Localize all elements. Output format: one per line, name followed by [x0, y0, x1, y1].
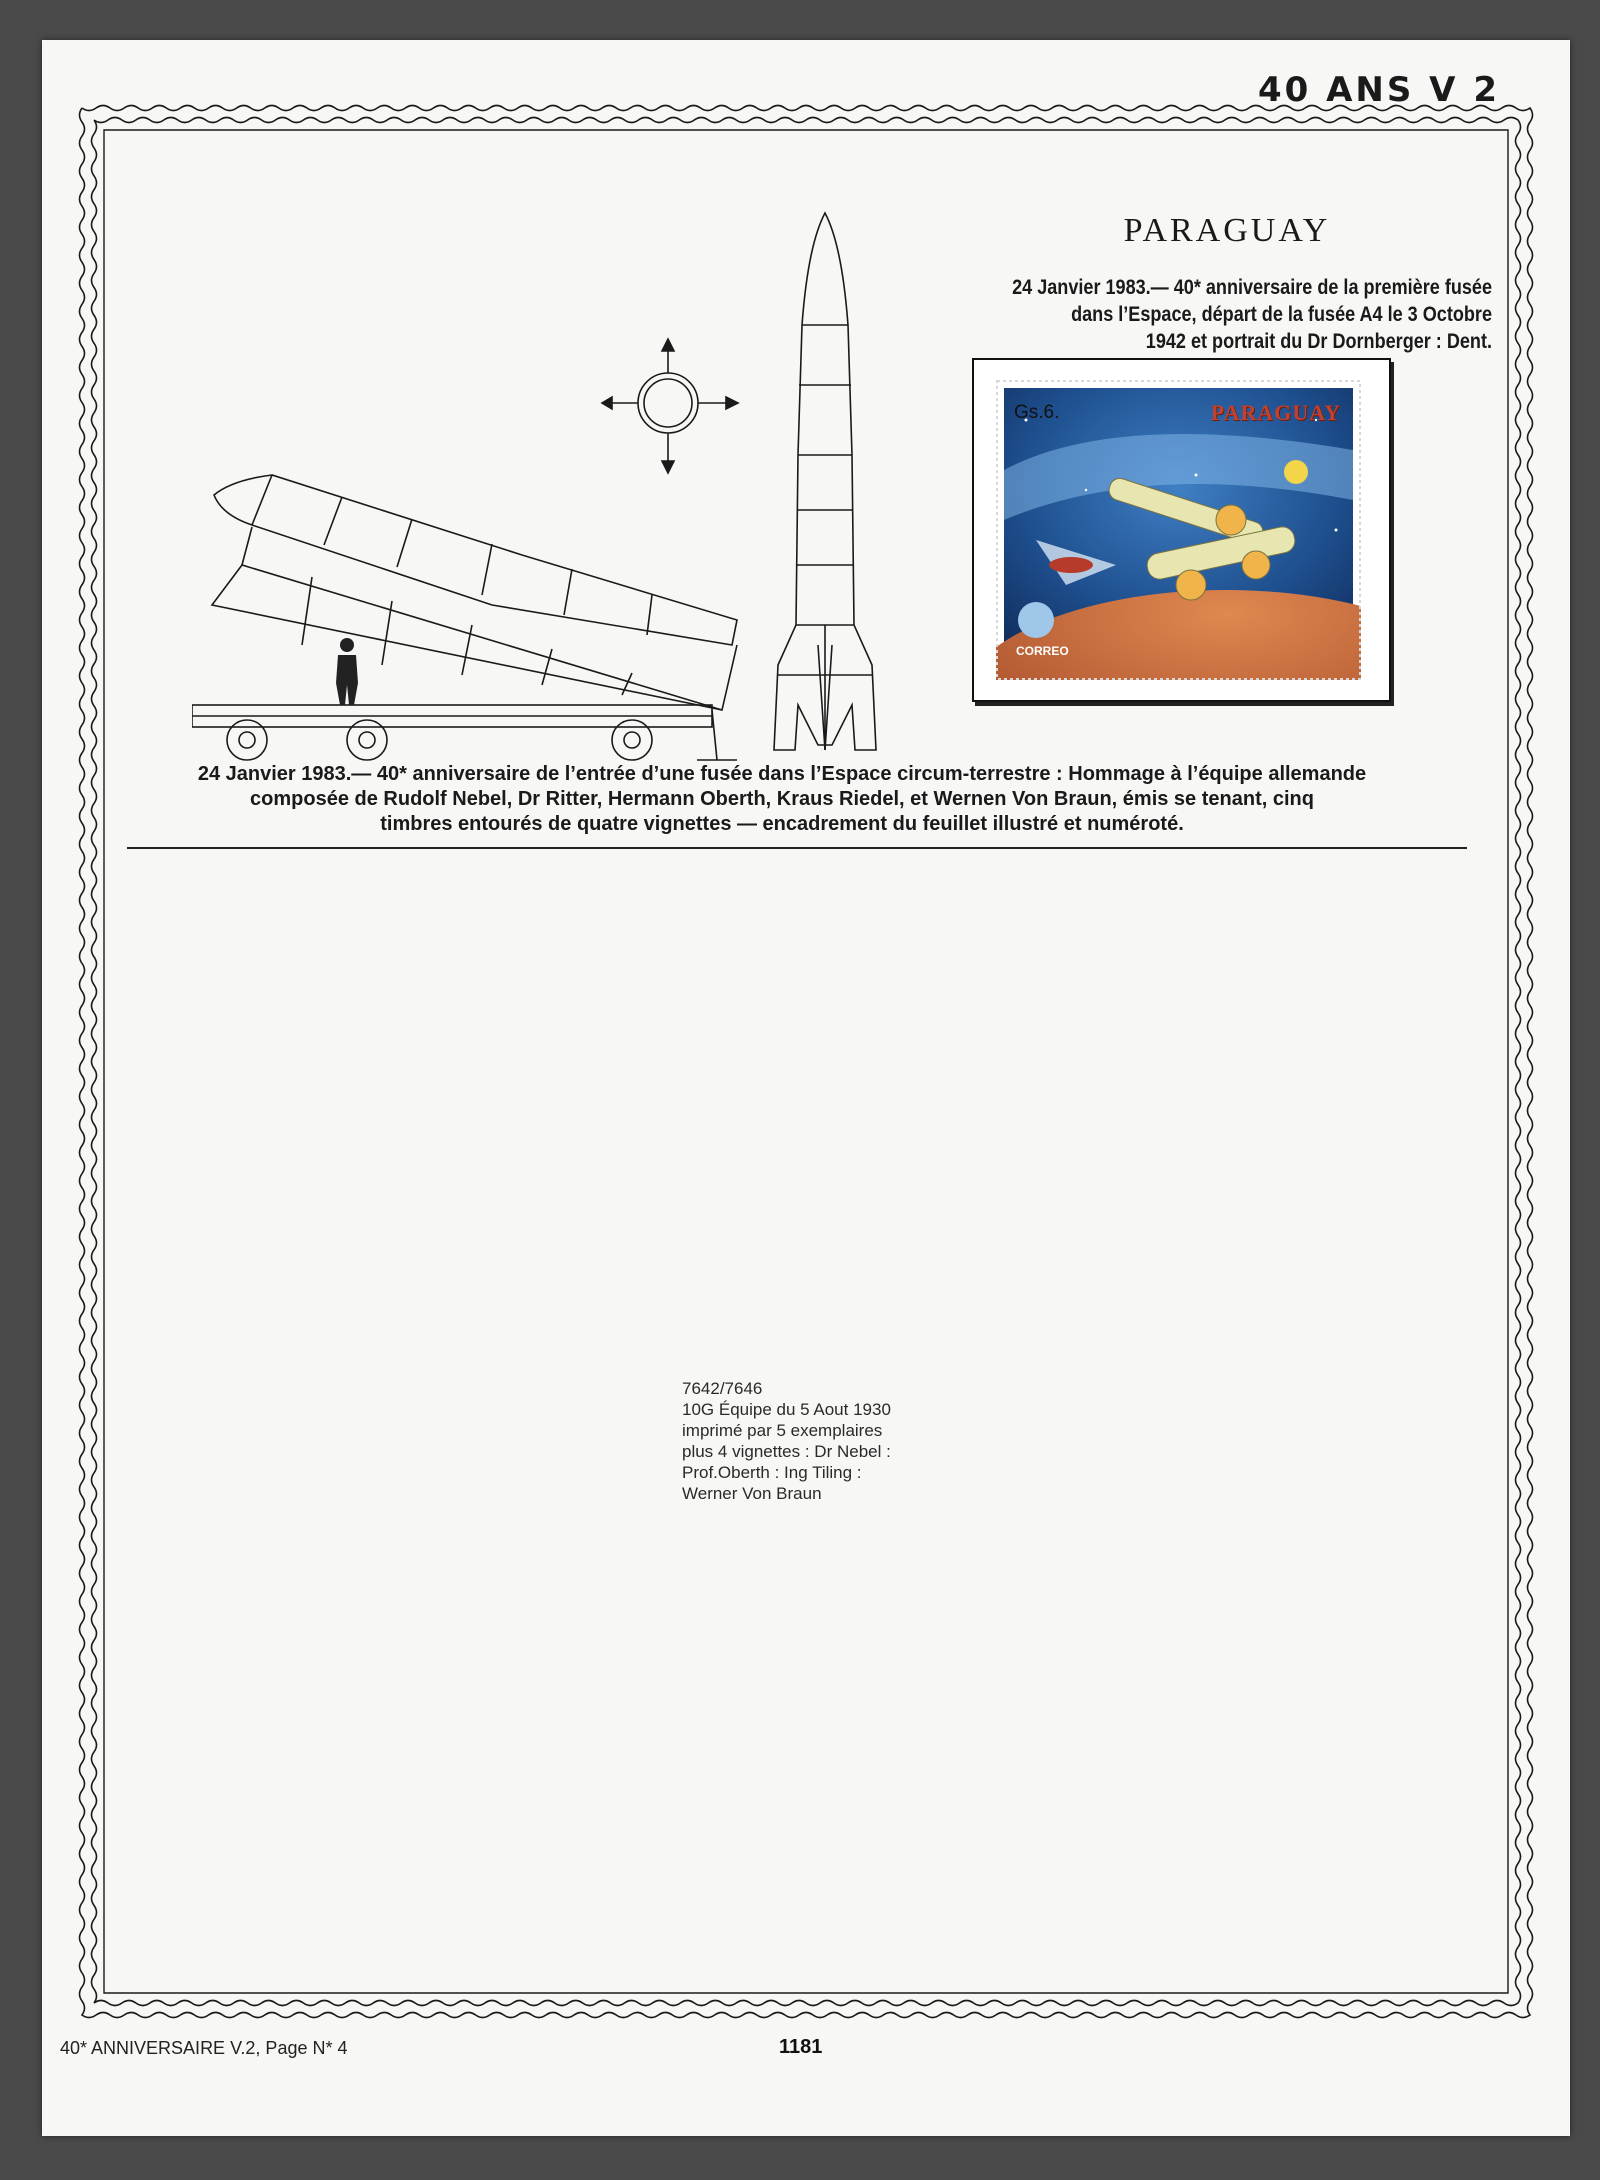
note-line: 7642/7646: [682, 1379, 763, 1398]
stamp-postal-label: CORREO: [1016, 644, 1069, 658]
stamp-mount: [972, 358, 1391, 702]
stamp-caption: [993, 274, 1492, 355]
v2-rocket-drawing: [192, 205, 912, 785]
sheet-caption-line: composée de Rudolf Nebel, Dr Ritter, Hermann Oberth, Kraus Riedel, et Wernen Von Braun, émis se tenant, cinq: [250, 788, 1314, 810]
stamp-country-title: PARAGUAY: [1123, 212, 1331, 249]
album-page: [42, 40, 1570, 2136]
note-line: 10G Équipe du 5 Aout 1930: [682, 1400, 891, 1419]
stamp-country-label: PARAGUAY: [1210, 400, 1341, 425]
sheet-caption-line: timbres entourés de quatre vignettes — encadrement du feuillet illustré et numéroté.: [380, 813, 1184, 835]
v2-rocket-vertical: [774, 213, 876, 750]
rocket-cross-section-drawing: [602, 339, 738, 473]
sheet-caption-line: 24 Janvier 1983.— 40* anniversaire de l’entrée d’une fusée dans l’Espace circum-terrestre : Hommage à l’équipe allemande: [197, 763, 1367, 785]
sheet-caption: [152, 762, 1412, 837]
stamp-caption-line: dans l’Espace, départ de la fusée A4 le 3 Octobre: [1071, 303, 1492, 326]
soldier-figure: [336, 638, 358, 705]
page-number: 1181: [779, 2036, 823, 2058]
stamp: [996, 380, 1361, 680]
v2-rocket-launcher-drawing: [192, 475, 737, 760]
note-line: Werner Von Braun: [682, 1484, 822, 1503]
note-line: Prof.Oberth : Ing Tiling :: [682, 1463, 862, 1482]
catalogue-note: [682, 1378, 891, 1504]
footer-album-label: 40* ANNIVERSAIRE V.2, Page N* 4: [60, 2038, 348, 2058]
stamp-value: Gs.6.: [1014, 402, 1060, 423]
stamp-caption-line: 24 Janvier 1983.— 40* anniversaire de la première fusée: [1012, 276, 1492, 299]
page-header: 40 ANS V 2: [1257, 70, 1500, 110]
note-line: plus 4 vignettes : Dr Nebel :: [682, 1442, 891, 1461]
divider-rule: [127, 847, 1467, 849]
stamp-caption-line: 1942 et portrait du Dr Dornberger : Dent.: [1145, 330, 1492, 353]
note-line: imprimé par 5 exemplaires: [682, 1421, 883, 1440]
